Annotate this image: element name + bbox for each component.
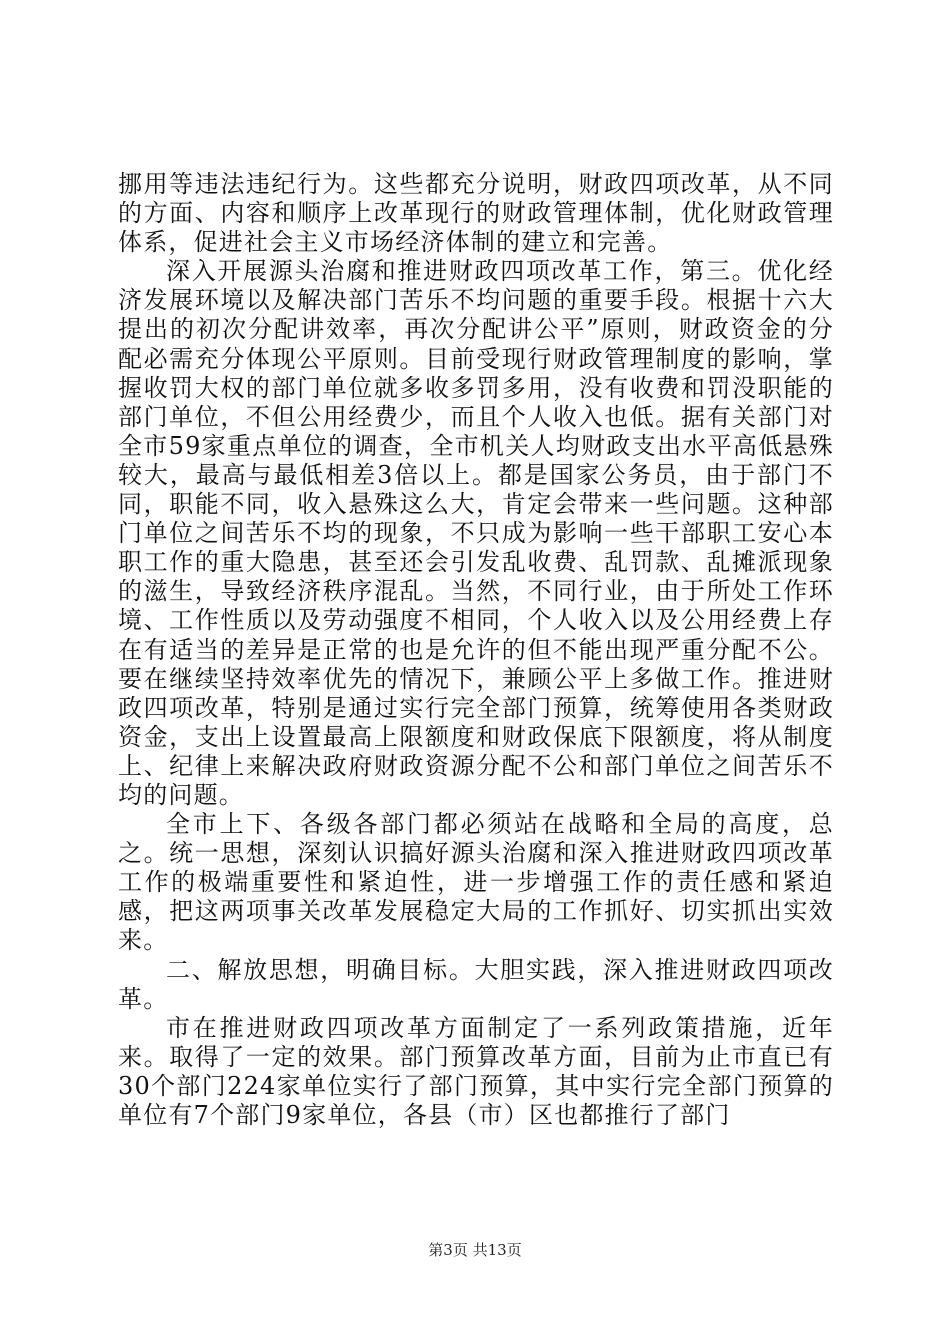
paragraph-continuation: 挪用等违法违纪行为。这些都充分说明，财政四项改革，从不同的方面、内容和顺序上改革现行的财政管理体制，优化财政管理体系，促进社会主义市场经济体制的建立和完善。 xyxy=(118,170,834,257)
paragraph-third-point: 深入开展源头治腐和推进财政四项改革工作，第三。优化经济发展环境以及解决部门苦乐不均问题的重要手段。根据十六大提出的初次分配讲效率，再次分配讲公平”原则，财政资金的分配必需充分体现公平原则。目前受现行财政管理制度的影响，掌握收罚大权的部门单位就多收多罚多用，没有收费和罚没职能的部门单位，不但公用经费少，而且个人收入也低。据有关部门对全市59家重点单位的调查，全市机关人均财政支出水平高低悬殊较大，最高与最低相差3倍以上。都是国家公务员，由于部门不同，职能不同，收入悬殊这么大，肯定会带来一些问题。这种部门单位之间苦乐不均的现象，不只成为影响一些干部职工安心本职工作的重大隐患，甚至还会引发乱收费、乱罚款、乱摊派现象的滋生，导致经济秩序混乱。当然，不同行业，由于所处工作环境、工作性质以及劳动强度不相同，个人收入以及公用经费上存在有适当的差异是正常的也是允许的但不能出现严重分配不公。要在继续坚持效率优先的情况下，兼顾公平上多做工作。推进财政四项改革，特别是通过实行完全部门预算，统筹使用各类财政资金，支出上设置最高上限额度和财政保底下限额度，将从制度上、纪律上来解决政府财政资源分配不公和部门单位之间苦乐不均的问题。 xyxy=(118,257,834,809)
paragraph-summary: 全市上下、各级各部门都必须站在战略和全局的高度，总之。统一思想，深刻认识搞好源头治腐和深入推进财政四项改革工作的极端重要性和紧迫性，进一步增强工作的责任感和紧迫感，把这两项事关改革发展稳定大局的工作抓好、切实抓出实效来。 xyxy=(118,810,834,955)
page-number-footer: 第3页 共13页 xyxy=(428,1241,522,1259)
document-body xyxy=(118,170,834,1130)
section-heading-two: 二、解放思想，明确目标。大胆实践，深入推进财政四项改革。 xyxy=(118,955,834,1013)
paragraph-budget-reform: 市在推进财政四项改革方面制定了一系列政策措施，近年来。取得了一定的效果。部门预算改革方面，目前为止市直已有30个部门224家单位实行了部门预算，其中实行完全部门预算的单位有7个部门9家单位，各县（市）区也都推行了部门 xyxy=(118,1013,834,1129)
